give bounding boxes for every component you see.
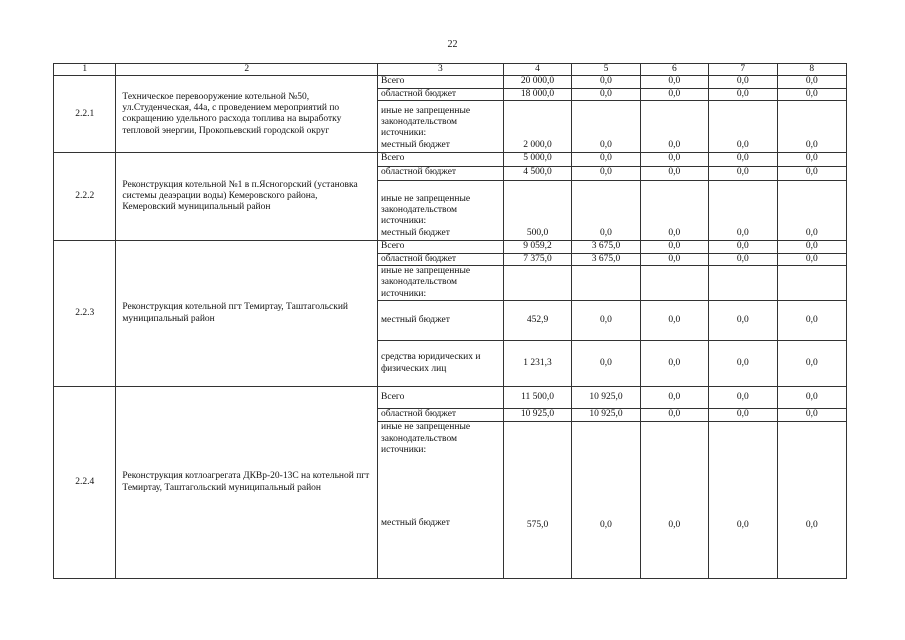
value-cell: 0,0 <box>777 301 847 341</box>
value-cell: 18 000,0 <box>503 88 571 100</box>
value-cell: 0,0 <box>709 241 777 253</box>
value-cell: 0,0 <box>777 101 847 153</box>
value-cell: 575,0 <box>503 422 571 579</box>
funding-source: Всего <box>378 241 504 253</box>
value-cell: 0,0 <box>572 88 640 100</box>
value-cell: 0,0 <box>777 409 847 422</box>
value-cell: 0,0 <box>640 101 708 153</box>
value-cell: 0,0 <box>777 387 847 409</box>
header-cell: 7 <box>709 64 777 76</box>
funding-source: Всего <box>378 76 504 88</box>
value-cell: 0,0 <box>572 76 640 88</box>
funding-source-label: местный бюджет <box>381 518 450 529</box>
header-cell: 3 <box>378 64 504 76</box>
value-cell: 0,0 <box>640 88 708 100</box>
table-row <box>54 76 847 88</box>
value-cell: 7 375,0 <box>503 253 571 265</box>
item-description: Реконструкция котельной №1 в п.Ясногорский (установка системы деаэрации воды) Кемеровского района, Кемеровский муниципальный район <box>116 153 378 241</box>
value-cell: 0,0 <box>777 241 847 253</box>
value-cell: 9 059,2 <box>503 241 571 253</box>
value-cell: 0,0 <box>777 341 847 387</box>
value-cell <box>572 265 640 300</box>
header-cell: 8 <box>777 64 847 76</box>
value-cell: 0,0 <box>572 153 640 167</box>
value-cell: 5 000,0 <box>503 153 571 167</box>
table-row <box>54 241 847 253</box>
item-description: Реконструкция котлоагрегата ДКВр-20-13С на котельной пгт Темиртау, Таштагольский муниципальный район <box>116 387 378 579</box>
value-cell: 0,0 <box>640 76 708 88</box>
item-number: 2.2.4 <box>54 387 116 579</box>
value-cell: 0,0 <box>572 167 640 181</box>
funding-source: областной бюджет <box>378 88 504 100</box>
value-cell: 10 925,0 <box>572 387 640 409</box>
header-row <box>54 64 847 76</box>
value-cell: 500,0 <box>503 181 571 241</box>
value-cell: 0,0 <box>777 76 847 88</box>
value-cell: 0,0 <box>640 409 708 422</box>
value-cell: 10 925,0 <box>572 409 640 422</box>
header-cell: 6 <box>640 64 708 76</box>
value-cell <box>503 265 571 300</box>
item-description: Реконструкция котельной пгт Темиртау, Таштагольский муниципальный район <box>116 241 378 387</box>
value-cell: 0,0 <box>640 181 708 241</box>
value-cell: 3 675,0 <box>572 241 640 253</box>
header-cell: 1 <box>54 64 116 76</box>
funding-source: иные не запрещенные законодательством источники: <box>378 265 504 300</box>
value-cell: 1 231,3 <box>503 341 571 387</box>
funding-source: областной бюджет <box>378 167 504 181</box>
funding-source: иные не запрещенные законодательством источники: местный бюджет <box>378 181 504 241</box>
value-cell: 0,0 <box>709 341 777 387</box>
value-cell: 10 925,0 <box>503 409 571 422</box>
item-description: Техническое перевооружение котельной №50, ул.Студенческая, 44а, с проведением мероприятий по сокращению удельного расхода топлива на выработку тепловой энергии, Прокопьевский городской округ <box>116 76 378 153</box>
value-cell: 11 500,0 <box>503 387 571 409</box>
value-cell: 2 000,0 <box>503 101 571 153</box>
value-cell: 0,0 <box>709 387 777 409</box>
funding-source: Всего <box>378 153 504 167</box>
value-cell: 0,0 <box>572 181 640 241</box>
value-cell: 0,0 <box>777 153 847 167</box>
value-cell: 0,0 <box>640 422 708 579</box>
value-cell: 0,0 <box>709 181 777 241</box>
value-cell: 0,0 <box>640 253 708 265</box>
value-cell: 0,0 <box>709 101 777 153</box>
value-cell <box>709 265 777 300</box>
value-cell: 0,0 <box>709 409 777 422</box>
value-cell: 0,0 <box>777 422 847 579</box>
value-cell: 0,0 <box>640 301 708 341</box>
value-cell: 0,0 <box>572 101 640 153</box>
value-cell: 0,0 <box>640 241 708 253</box>
value-cell: 0,0 <box>572 341 640 387</box>
value-cell: 0,0 <box>640 341 708 387</box>
value-cell: 0,0 <box>709 76 777 88</box>
item-number: 2.2.3 <box>54 241 116 387</box>
page-number: 22 <box>447 39 458 50</box>
value-cell: 0,0 <box>709 167 777 181</box>
funding-table <box>53 63 847 579</box>
funding-source-label: иные не запрещенные законодательством источники: <box>381 422 471 455</box>
funding-source: областной бюджет <box>378 253 504 265</box>
value-cell: 0,0 <box>572 422 640 579</box>
funding-source: областной бюджет <box>378 409 504 422</box>
value-cell: 0,0 <box>640 387 708 409</box>
value-cell: 0,0 <box>640 153 708 167</box>
item-number: 2.2.2 <box>54 153 116 241</box>
table-row <box>54 387 847 409</box>
funding-source: местный бюджет <box>378 301 504 341</box>
header-cell: 2 <box>116 64 378 76</box>
value-cell: 452,9 <box>503 301 571 341</box>
value-cell: 0,0 <box>709 301 777 341</box>
item-number: 2.2.1 <box>54 76 116 153</box>
value-cell: 0,0 <box>709 88 777 100</box>
value-cell: 0,0 <box>709 153 777 167</box>
value-cell: 0,0 <box>572 301 640 341</box>
value-cell <box>777 265 847 300</box>
value-cell: 0,0 <box>777 181 847 241</box>
value-cell <box>640 265 708 300</box>
value-cell: 0,0 <box>777 88 847 100</box>
value-cell: 20 000,0 <box>503 76 571 88</box>
value-cell: 3 675,0 <box>572 253 640 265</box>
value-cell: 0,0 <box>709 422 777 579</box>
value-cell: 0,0 <box>640 167 708 181</box>
value-cell: 0,0 <box>777 253 847 265</box>
funding-source: Всего <box>378 387 504 409</box>
value-cell: 4 500,0 <box>503 167 571 181</box>
header-cell: 4 <box>503 64 571 76</box>
funding-source <box>378 422 504 579</box>
value-cell: 0,0 <box>777 167 847 181</box>
funding-source: иные не запрещенные законодательством источники: местный бюджет <box>378 101 504 153</box>
header-cell: 5 <box>572 64 640 76</box>
value-cell: 0,0 <box>709 253 777 265</box>
table-row <box>54 153 847 167</box>
funding-source: средства юридических и физических лиц <box>378 341 504 387</box>
